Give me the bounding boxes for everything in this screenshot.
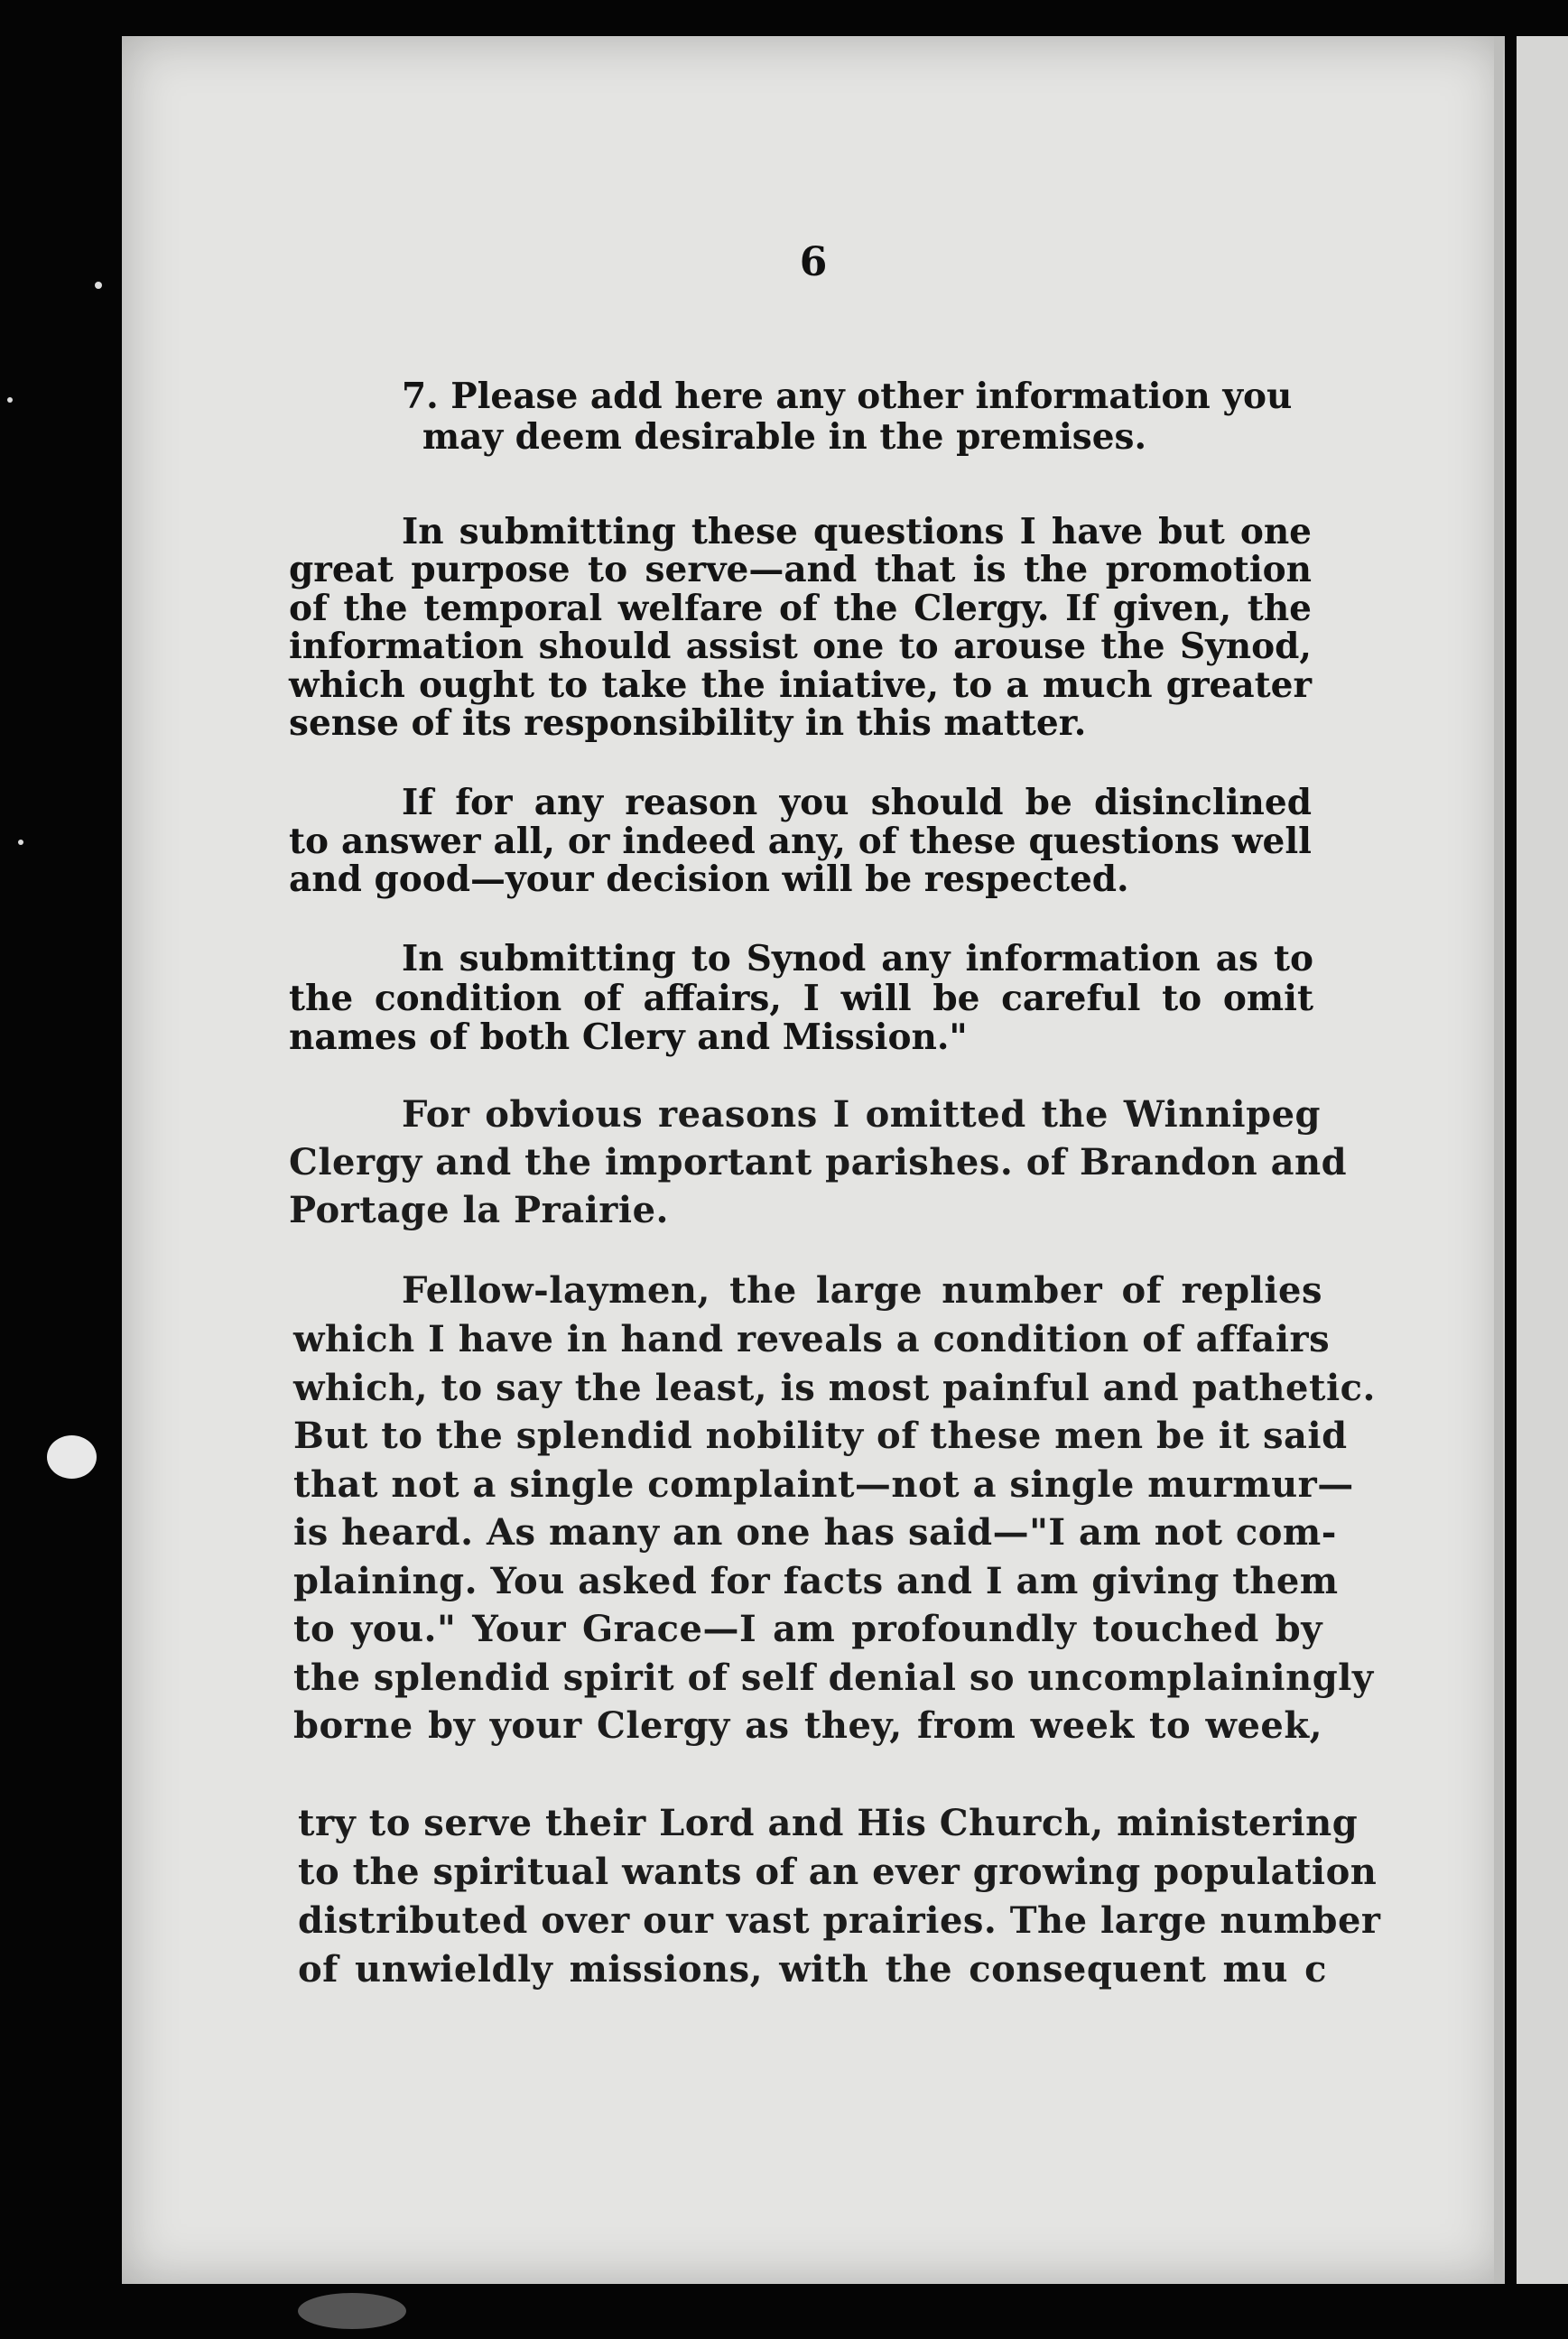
para3-line-1: In submitting to Synod any information as to [402,938,1313,979]
para1-line-4: information should assist one to arouse the Synod, [289,626,1312,667]
para1-line-5: which ought to take the iniative, to a much greater [289,664,1312,706]
scan-speck [18,840,23,845]
para5-line-1: Fellow-laymen, the large number of replies [402,1269,1322,1312]
para5-line-9: the splendid spirit of self denial so uncomplainingly [293,1657,1374,1699]
para5-line-4: But to the splendid nobility of these men be it said [293,1415,1348,1457]
para3-line-3: names of both Clery and Mission." [289,1016,968,1058]
page-number: 6 [799,239,828,285]
para6-line-3: distributed over our vast prairies. The large number [298,1899,1381,1942]
item7-line-1: 7. Please add here any other information you [402,376,1293,417]
para1-line-3: of the temporal welfare of the Clergy. If given, the [289,588,1312,629]
para4-line-2: Clergy and the important parishes. of Brandon and [289,1141,1348,1183]
para6-line-4: of unwieldly missions, with the consequent mu c [298,1948,1327,1991]
para5-line-8: to you." Your Grace—I am profoundly touched by [293,1608,1322,1650]
para2-line-3: and good—your decision will be respected. [289,859,1129,900]
scan-speck [7,397,13,403]
para5-line-7: plaining. You asked for facts and I am giving them [293,1560,1339,1602]
page-edge [1494,36,1503,2284]
para2-line-2: to answer all, or indeed any, of these questions well [289,821,1312,862]
para3-line-2: the condition of affairs, I will be careful to omit [289,978,1313,1019]
para5-line-2: which I have in hand reveals a condition of affairs [293,1318,1331,1360]
adjacent-page-strip [1517,36,1568,2284]
scan-speck [95,282,102,289]
para1-line-1: In submitting these questions I have but one [402,511,1312,552]
para1-line-2: great purpose to serve—and that is the promotion [289,549,1312,590]
para4-line-3: Portage la Prairie. [289,1189,669,1231]
scan-speck [298,2293,406,2329]
para5-line-10: borne by your Clergy as they, from week to week, [293,1704,1322,1747]
para5-line-3: which, to say the least, is most painful and pathetic. [293,1367,1376,1409]
para5-line-5: that not a single complaint—not a single murmur— [293,1463,1354,1506]
para6-line-2: to the spiritual wants of an ever growing population [298,1851,1378,1893]
para2-line-1: If for any reason you should be disinclined [402,782,1312,823]
para4-line-1: For obvious reasons I omitted the Winnipeg [402,1093,1321,1136]
para6-line-1: try to serve their Lord and His Church, ministering [298,1802,1359,1844]
para1-line-6: sense of its responsibility in this matter. [289,702,1087,744]
item7-line-2: may deem desirable in the premises. [422,416,1147,458]
document-page [122,36,1505,2284]
scan-speck [47,1435,97,1479]
para5-line-6: is heard. As many an one has said—"I am not com- [293,1511,1337,1554]
